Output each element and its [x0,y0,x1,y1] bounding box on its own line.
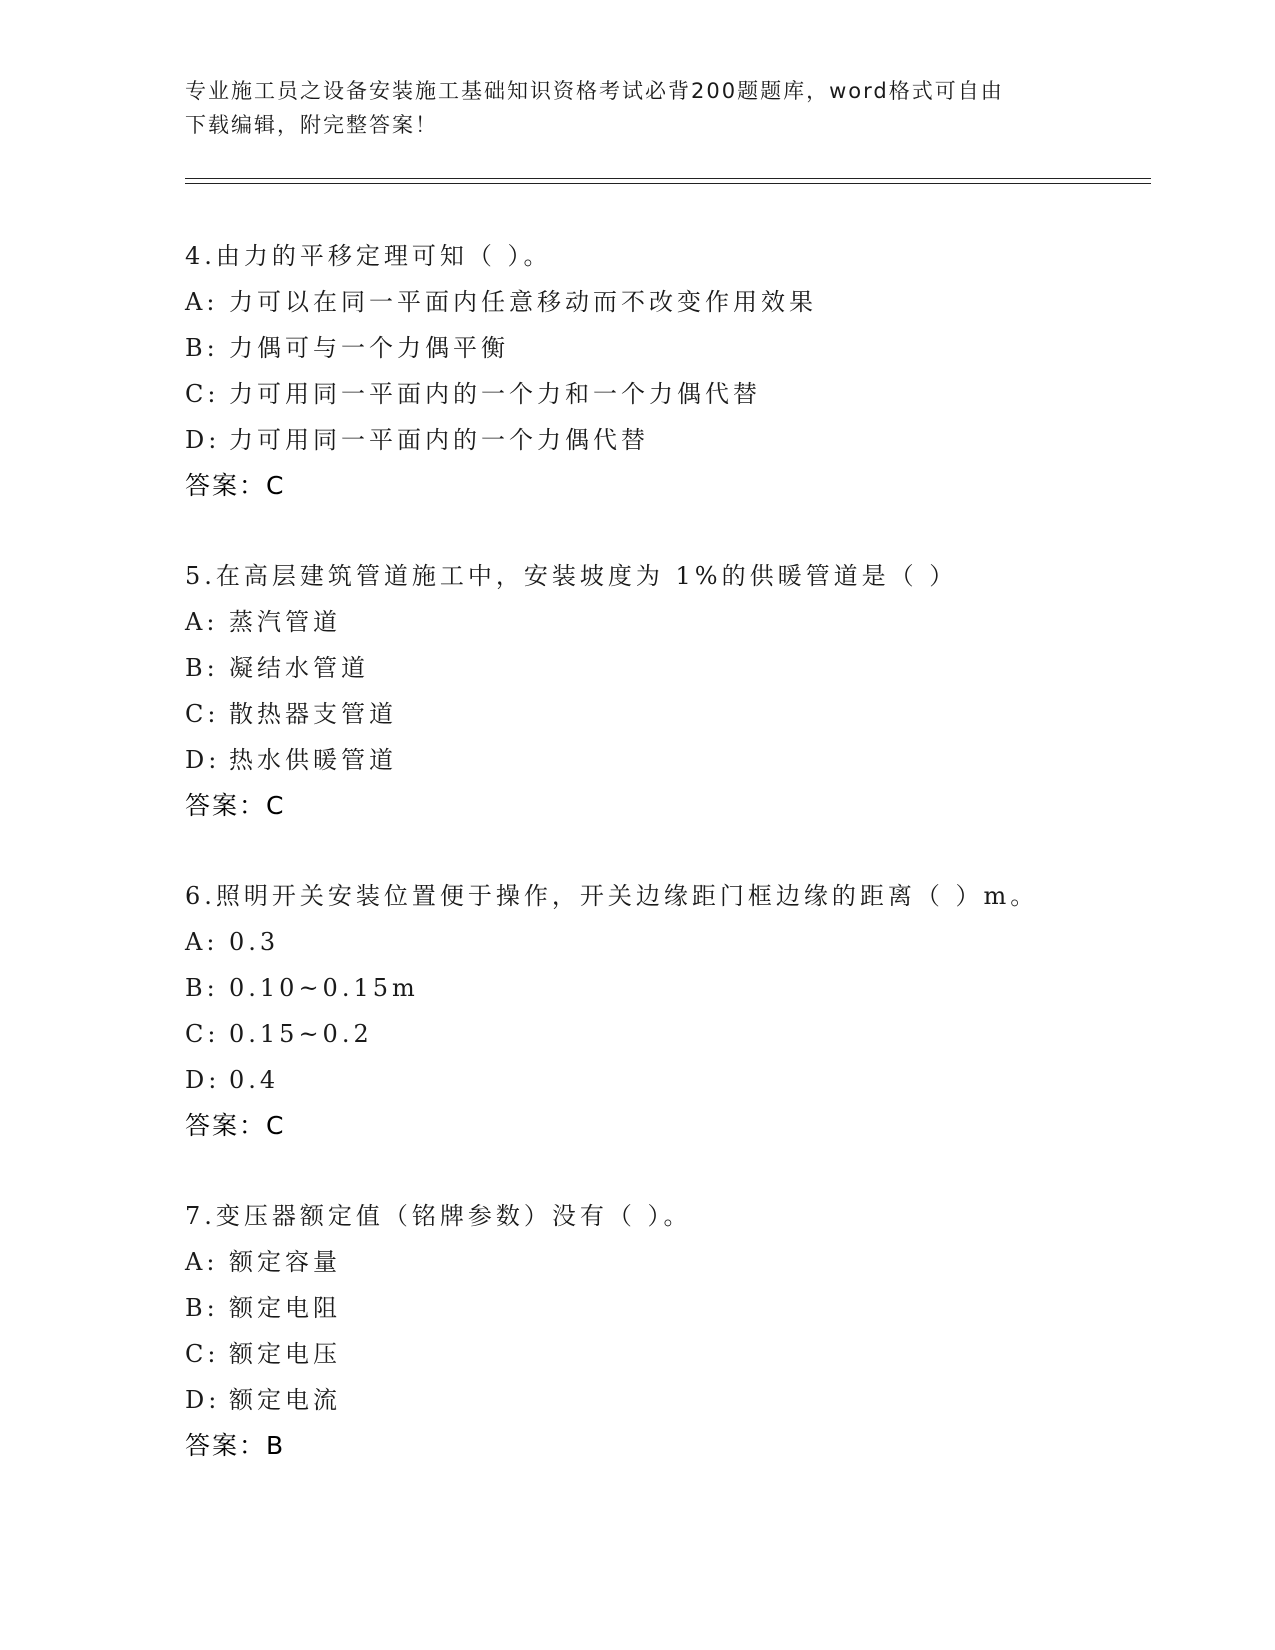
option-key: D: [185,1066,221,1094]
question-text: 7.变压器额定值（铭牌参数）没有（ ）。 [185,1202,692,1230]
option-key: D: [185,1386,221,1414]
question-6 [185,873,1145,1149]
option-key: D: [185,426,221,454]
header-line-2: 下载编辑，附完整答案！ [185,113,438,137]
option-key: C: [185,700,220,728]
option-d [185,417,1145,463]
option-c [185,1331,1145,1377]
option-key: A: [185,928,219,956]
option-c [185,1011,1145,1057]
option-text: 力可以在同一平面内任意移动而不改变作用效果 [229,288,817,316]
option-text: 额定容量 [229,1248,341,1276]
question-text: 5.在高层建筑管道施工中，安装坡度为 1%的供暖管道是（ ） [185,562,958,590]
option-b [185,1285,1145,1331]
question-4 [185,233,1145,509]
option-a [185,599,1145,645]
option-b [185,325,1145,371]
option-key: C: [185,380,220,408]
answer-label: 答案：C [185,1111,286,1140]
option-text: 0.3 [229,928,280,956]
option-key: B: [185,1294,219,1322]
option-text: 散热器支管道 [229,700,397,728]
option-b [185,645,1145,691]
option-text: 凝结水管道 [229,654,369,682]
option-d [185,1377,1145,1423]
option-key: A: [185,608,219,636]
option-text: 力可用同一平面内的一个力偶代替 [229,426,649,454]
option-key: B: [185,334,219,362]
option-key: C: [185,1020,220,1048]
option-d [185,737,1145,783]
document-header [185,74,1085,142]
option-text: 0.10~0.15m [229,974,419,1002]
header-line-1: 专业施工员之设备安装施工基础知识资格考试必背200题题库，word格式可自由 [185,79,1004,103]
header-divider-bottom [185,183,1151,184]
option-key: B: [185,974,219,1002]
header-divider-top [185,178,1151,179]
answer-label: 答案：C [185,471,286,500]
option-d [185,1057,1145,1103]
question-text: 6.照明开关安装位置便于操作，开关边缘距门框边缘的距离（ ）m。 [185,882,1039,910]
answer-label: 答案：C [185,791,286,820]
option-c [185,371,1145,417]
answer-label: 答案：B [185,1431,286,1460]
question-7 [185,1193,1145,1469]
option-b [185,965,1145,1011]
option-text: 力可用同一平面内的一个力和一个力偶代替 [229,380,761,408]
option-key: B: [185,654,219,682]
option-a [185,279,1145,325]
option-text: 额定电阻 [229,1294,341,1322]
option-key: A: [185,288,219,316]
option-text: 0.4 [229,1066,280,1094]
option-text: 热水供暖管道 [229,746,397,774]
option-key: D: [185,746,221,774]
option-key: A: [185,1248,219,1276]
question-text: 4.由力的平移定理可知（ ）。 [185,242,552,270]
option-key: C: [185,1340,220,1368]
option-c [185,691,1145,737]
option-text: 0.15~0.2 [229,1020,373,1048]
option-text: 额定电压 [229,1340,341,1368]
option-text: 蒸汽管道 [229,608,341,636]
option-a [185,919,1145,965]
option-text: 力偶可与一个力偶平衡 [229,334,509,362]
question-5 [185,553,1145,829]
option-a [185,1239,1145,1285]
option-text: 额定电流 [229,1386,341,1414]
